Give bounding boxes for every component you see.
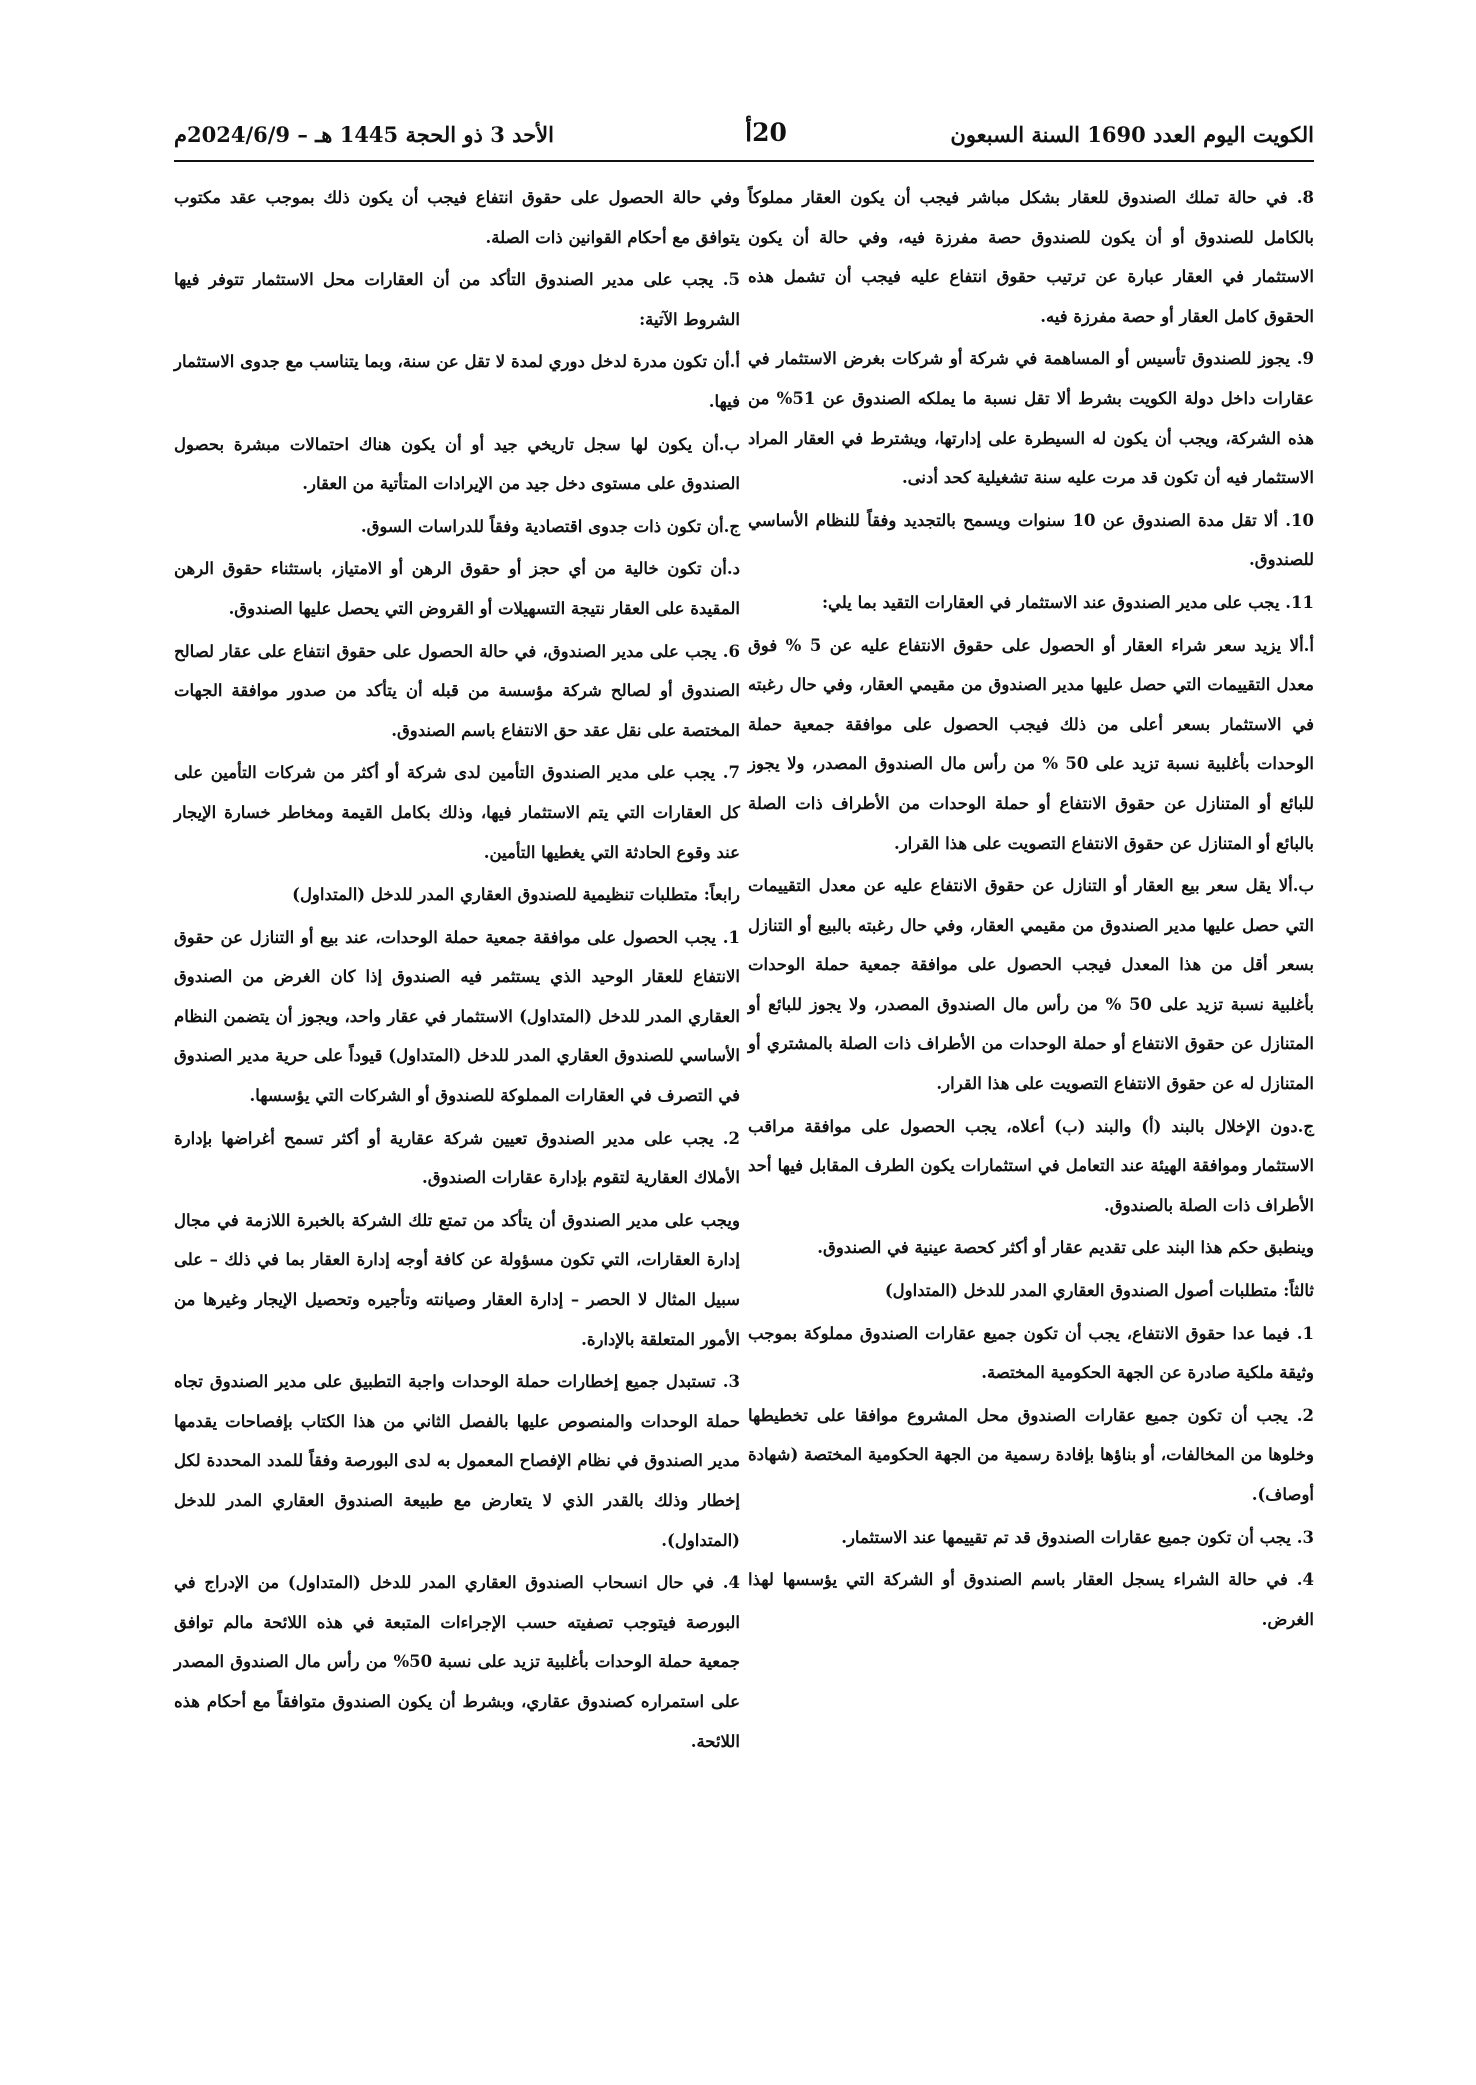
paragraph: ج.أن تكون ذات جدوى اقتصادية وفقاً للدراسات السوق.: [360, 516, 740, 536]
paragraph: وينطبق حكم هذا البند على تقديم عقار أو أكثر كحصة عينية في الصندوق.: [817, 1238, 1314, 1258]
paragraph: 5. يجب على مدير الصندوق التأكد من أن العقارات محل الاستثمار تتوفر فيها الشروط الآتية:: [174, 270, 740, 329]
paragraph: 10. ألا تقل مدة الصندوق عن 10 سنوات ويسمح بالتجديد وفقاً للنظام الأساسي للصندوق.: [748, 510, 1314, 570]
section-heading: رابعاً: متطلبات تنظيمية للصندوق العقاري المدر للدخل (المتداول): [292, 885, 740, 905]
paragraph: ج.دون الإخلال بالبند (أ) والبند (ب) أعلاه، يجب الحصول على موافقة مراقب الاستثمار وموافقة الهيئة عند التعامل في استثمارات يكون الطرف المقابل فيها أحد الأطراف ذات الصلة بالصندوق.: [748, 1116, 1314, 1215]
paragraph: 1. يجب الحصول على موافقة جمعية حملة الوحدات، عند بيع أو التنازل عن حقوق الانتفاع للعقار الوحيد الذي يستثمر فيه الصندوق إذا كان الغرض من الصندوق العقاري المدر للدخل (المتداول) الاستثمار في عقار واحد، ويجوز أن يتضمن النظام الأساسي للصندوق العقاري المدر للدخل (المتداول) قيوداً على حرية مدير الصندوق في التصرف في العقارات المملوكة للصندوق أو الشركات التي يؤسسها.: [174, 927, 740, 1106]
paragraph: د.أن تكون خالية من أي حجز أو حقوق الرهن أو الامتياز، باستثناء حقوق الرهن المقيدة على العقار نتيجة التسهيلات أو القروض التي يحصل عليها الصندوق.: [174, 559, 740, 618]
paragraph: 4. في حالة الشراء يسجل العقار باسم الصندوق أو الشركة التي يؤسسها لهذا الغرض.: [748, 1570, 1314, 1629]
paragraph: 3. تستبدل جميع إخطارات حملة الوحدات واجبة التطبيق على مدير الصندوق تجاه حملة الوحدات والمنصوص عليها بالفصل الثاني من هذا الكتاب بإفصاحات يقدمها مدير الصندوق في نظام الإفصاح المعمول به لدى البورصة وفقاً للمدد المحددة لكل إخطار وذلك بالقدر الذي لا يتعارض مع طبيعة الصندوق العقاري المدر للدخل (المتداول).: [174, 1372, 740, 1550]
paragraph: ب.أن يكون لها سجل تاريخي جيد أو أن يكون هناك احتمالات مبشرة بحصول الصندوق على مستوى دخل جيد من الإيرادات المتأتية من العقار.: [174, 434, 740, 494]
paragraph: ويجب على مدير الصندوق أن يتأكد من تمتع تلك الشركة بالخبرة اللازمة في مجال إدارة العقارات، التي تكون مسؤولة عن كافة أوجه إدارة العقار بما في ذلك – على سبيل المثال لا الحصر – إدارة العقار وصيانته وتأجيره وتحصيل الإيجار وغيرها من الأمور المتعلقة بالإدارة.: [174, 1210, 740, 1349]
left-column: [174, 178, 740, 1764]
paragraph: 11. يجب على مدير الصندوق عند الاستثمار في العقارات التقيد بما يلي:: [821, 592, 1314, 612]
paragraph: 2. يجب على مدير الصندوق تعيين شركة عقارية أو أكثر تسمح أغراضها بإدارة الأملاك العقارية لتقوم بإدارة عقارات الصندوق.: [174, 1128, 740, 1188]
paragraph: 4. في حال انسحاب الصندوق العقاري المدر للدخل (المتداول) من الإدراج في البورصة فيتوجب تصفيته حسب الإجراءات المتبعة في هذه اللائحة مالم توافق جمعية حملة الوحدات بأغلبية تزيد على نسبة 50% من رأس مال الصندوق المصدر على استمراره كصندوق عقاري، وبشرط أن يكون الصندوق متوافقاً مع أحكام هذه اللائحة.: [174, 1573, 741, 1751]
page-header: [174, 118, 1314, 154]
issue-date: الأحد 3 ذو الحجة 1445 هـ – 2024/6/9م: [174, 122, 554, 147]
page-number: 20أ: [745, 118, 787, 147]
paragraph: 7. يجب على مدير الصندوق التأمين لدى شركة أو أكثر من شركات التأمين على كل العقارات التي يتم الاستثمار فيها، وذلك بكامل القيمة ومخاطر خسارة الإيجار عند وقوع الحادثة التي يغطيها التأمين.: [174, 763, 740, 862]
paragraph: 1. فيما عدا حقوق الانتفاع، يجب أن تكون جميع عقارات الصندوق مملوكة بموجب وثيقة ملكية صادرة عن الجهة الحكومية المختصة.: [748, 1323, 1314, 1383]
paragraph: 3. يجب أن تكون جميع عقارات الصندوق قد تم تقييمها عند الاستثمار.: [841, 1527, 1314, 1547]
gazette-issue-label: الكويت اليوم العدد 1690 السنة السبعون: [950, 122, 1314, 147]
paragraph: 6. يجب على مدير الصندوق، في حالة الحصول على حقوق انتفاع على عقار لصالح الصندوق أو لصالح شركة مؤسسة من قبله أن يتأكد من صدور موافقة الجهات المختصة على نقل عقد حق الانتفاع باسم الصندوق.: [174, 641, 740, 740]
paragraph: أ.ألا يزيد سعر شراء العقار أو الحصول على حقوق الانتفاع عليه عن 5 % فوق معدل التقييمات التي حصل عليها مدير الصندوق من مقيمي العقار، وفي حال رغبته في الاستثمار بسعر أعلى من ذلك فيجب الحصول على موافقة جمعية حملة الوحدات بأغلبية نسبة تزيد على 50 % من رأس مال الصندوق المصدر، ولا يجوز للبائع أو المتنازل عن حقوق الانتفاع أو حملة الوحدات من الأطراف ذات الصلة بالبائع أو المتنازل عن حقوق الانتفاع التصويت على هذا القرار.: [748, 635, 1315, 853]
paragraph: 9. يجوز للصندوق تأسيس أو المساهمة في شركة أو شركات بغرض الاستثمار في عقارات داخل دولة الكويت بشرط ألا تقل نسبة ما يملكه الصندوق عن 51% من هذه الشركة، ويجب أن يكون له السيطرة على إدارتها، ويشترط في العقار المراد الاستثمار فيه أن تكون قد مرت عليه سنة تشغيلية كحد أدنى.: [748, 349, 1314, 488]
paragraph: 8. في حالة تملك الصندوق للعقار بشكل مباشر فيجب أن يكون العقار مملوكاً بالكامل للصندوق أو أن يكون للصندوق حصة مفرزة فيه، وفي حالة أن يكون الاستثمار في العقار عبارة عن ترتيب حقوق انتفاع عليه فيجب أن تشمل هذه الحقوق كامل العقار أو حصة مفرزة فيه.: [748, 188, 1314, 326]
paragraph: ب.ألا يقل سعر بيع العقار أو التنازل عن حقوق الانتفاع عليه عن معدل التقييمات التي حصل عليها مدير الصندوق من مقيمي العقار، وفي حال رغبته بالبيع أو التنازل بسعر أقل من هذا المعدل فيجب الحصول على موافقة جمعية حملة الوحدات بأغلبية نسبة تزيد على 50 % من رأس مال الصندوق المصدر، ولا يجوز للبائع أو المتنازل عن حقوق الانتفاع أو حملة الوحدات من الأطراف ذات الصلة بالمشتري أو المتنازل له عن حقوق الانتفاع التصويت على هذا القرار.: [748, 876, 1314, 1094]
paragraph: 2. يجب أن تكون جميع عقارات الصندوق محل المشروع موافقا على تخطيطها وخلوها من المخالفات، أو بناؤها بإفادة رسمية من الجهة الحكومية المختصة (شهادة أوصاف).: [748, 1405, 1314, 1504]
section-heading: ثالثاً: متطلبات أصول الصندوق العقاري المدر للدخل (المتداول): [884, 1281, 1314, 1301]
paragraph: أ.أن تكون مدرة لدخل دوري لمدة لا تقل عن سنة، وبما يتناسب مع جدوى الاستثمار فيها.: [174, 352, 740, 411]
header-rule: [174, 160, 1314, 162]
paragraph: وفي حالة الحصول على حقوق انتفاع فيجب أن يكون ذلك بموجب عقد مكتوب يتوافق مع أحكام القوانين ذات الصلة.: [174, 188, 740, 247]
right-column: [748, 178, 1314, 1642]
